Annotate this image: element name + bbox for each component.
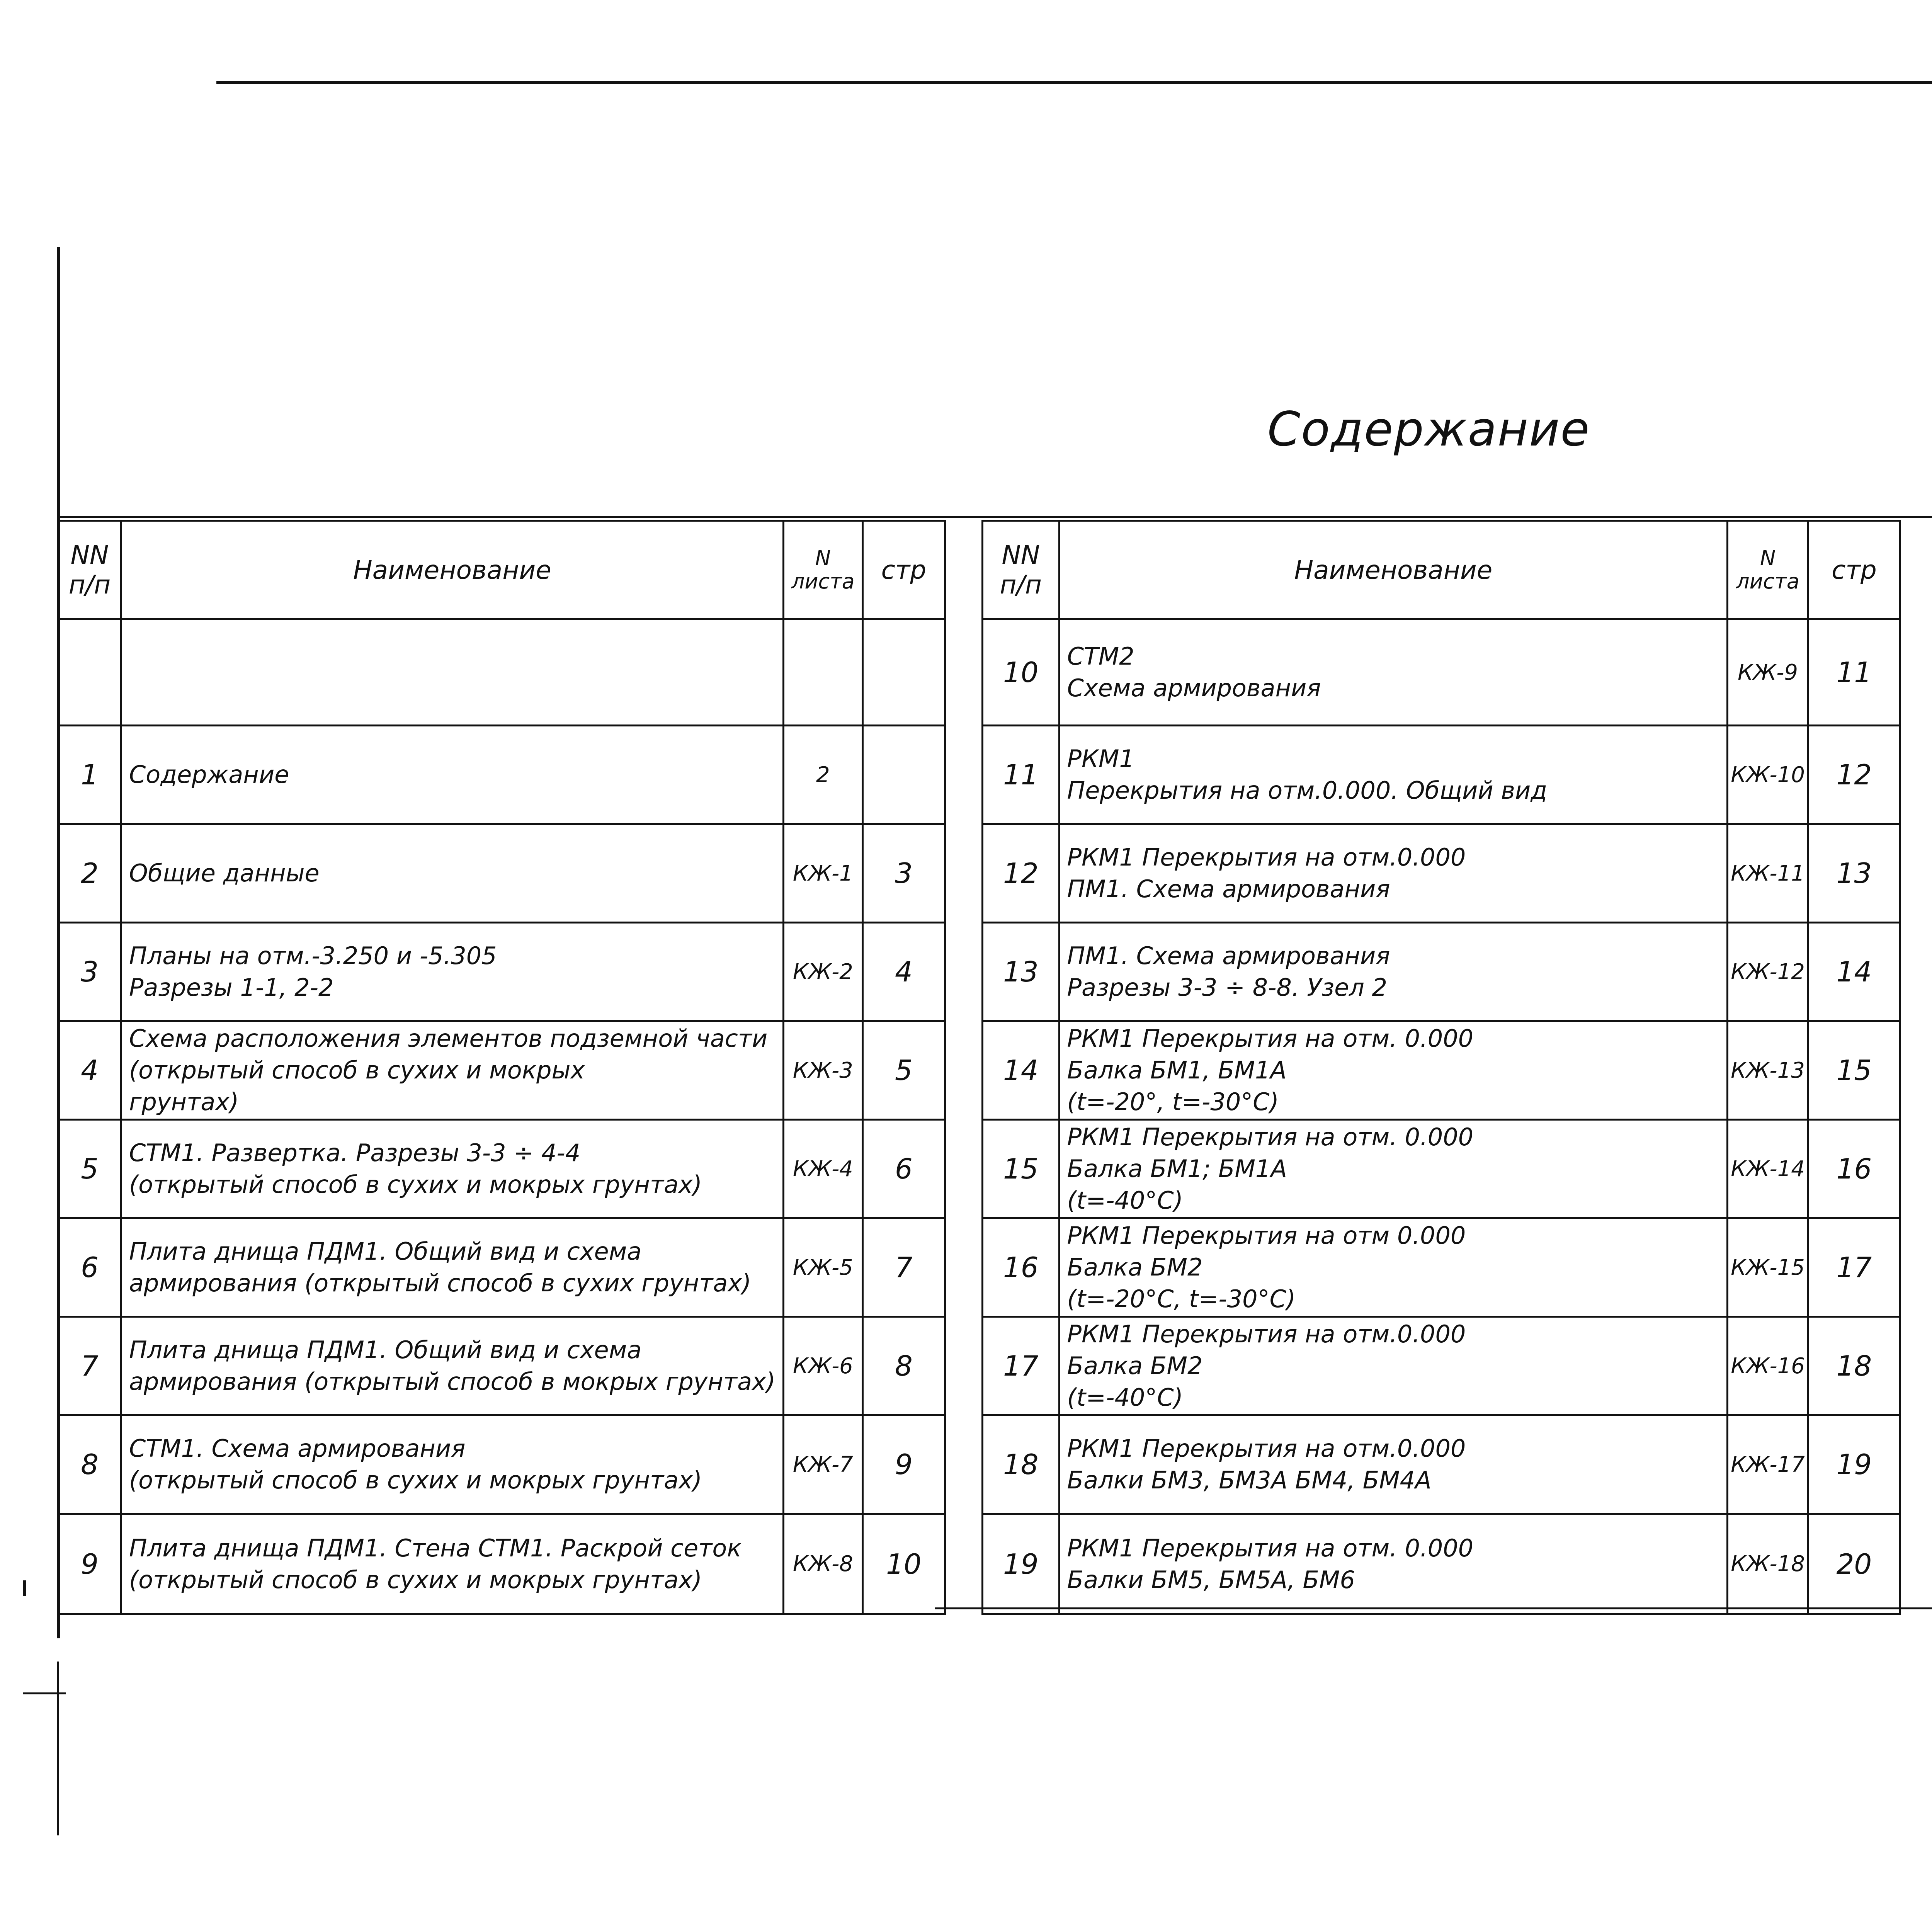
row-name-line: (t=-20°, t=-30°С) xyxy=(1067,1088,1279,1116)
row-name-line: (t=-40°С) xyxy=(1067,1186,1183,1214)
row-number xyxy=(58,619,121,726)
row-name-line: РКМ1 Перекрытия на отм 0.000 xyxy=(1067,1221,1466,1250)
row-name xyxy=(1059,619,1728,726)
table-row xyxy=(58,1514,945,1614)
row-sheet: КЖ-16 xyxy=(1728,1317,1808,1415)
row-number: 15 xyxy=(983,1120,1060,1218)
table-row xyxy=(58,619,945,726)
row-sheet: КЖ-15 xyxy=(1728,1218,1808,1317)
row-name xyxy=(121,923,783,1021)
row-page xyxy=(862,619,945,726)
frame-horizontal-line xyxy=(57,516,1932,518)
row-name-line: армирования (открытый способ в сухих грунтах) xyxy=(129,1269,752,1297)
row-sheet: КЖ-18 xyxy=(1728,1514,1808,1614)
row-number: 2 xyxy=(58,824,121,923)
row-number: 17 xyxy=(983,1317,1060,1415)
row-page: 14 xyxy=(1808,923,1900,1021)
row-page: 9 xyxy=(862,1415,945,1514)
row-page: 3 xyxy=(862,824,945,923)
row-sheet: КЖ-17 xyxy=(1728,1415,1808,1514)
row-name-line: РКМ1 Перекрытия на отм. 0.000 xyxy=(1067,1534,1474,1562)
row-page: 18 xyxy=(1808,1317,1900,1415)
table-row xyxy=(58,1021,945,1120)
row-name-line: (t=-20°С, t=-30°С) xyxy=(1067,1285,1296,1313)
row-page xyxy=(862,726,945,824)
table-row xyxy=(983,1120,1900,1218)
row-sheet: КЖ-6 xyxy=(783,1317,862,1415)
row-number: 7 xyxy=(58,1317,121,1415)
row-page: 13 xyxy=(1808,824,1900,923)
table-row xyxy=(983,923,1900,1021)
header-name: Наименование xyxy=(121,521,783,619)
row-name xyxy=(121,619,783,726)
row-sheet: 2 xyxy=(783,726,862,824)
row-number: 9 xyxy=(58,1514,121,1614)
row-number: 4 xyxy=(58,1021,121,1120)
row-name-line: Балка БМ2 xyxy=(1067,1253,1203,1281)
row-name xyxy=(1059,1120,1728,1218)
row-name-line: грунтах) xyxy=(129,1088,239,1116)
row-name-line: Балка БМ2 xyxy=(1067,1352,1203,1380)
row-page: 16 xyxy=(1808,1120,1900,1218)
row-name-line: Перекрытия на отм.0.000. Общий вид xyxy=(1067,776,1548,804)
table-row xyxy=(983,1317,1900,1415)
frame-left-line-lower xyxy=(57,1662,59,1835)
row-sheet: КЖ-9 xyxy=(1728,619,1808,726)
row-page: 10 xyxy=(862,1514,945,1614)
row-page: 6 xyxy=(862,1120,945,1218)
row-name xyxy=(1059,1021,1728,1120)
row-page: 7 xyxy=(862,1218,945,1317)
row-name xyxy=(1059,1415,1728,1514)
row-sheet: КЖ-5 xyxy=(783,1218,862,1317)
row-name-line: армирования (открытый способ в мокрых грунтах) xyxy=(129,1367,776,1396)
contents-table-1 xyxy=(57,520,946,1615)
row-page: 12 xyxy=(1808,726,1900,824)
row-name xyxy=(1059,726,1728,824)
row-number: 5 xyxy=(58,1120,121,1218)
row-name xyxy=(121,726,783,824)
row-page: 8 xyxy=(862,1317,945,1415)
row-name xyxy=(1059,923,1728,1021)
row-page: 20 xyxy=(1808,1514,1900,1614)
header-name: Наименование xyxy=(1059,521,1728,619)
table-header-row xyxy=(983,521,1900,619)
row-name xyxy=(121,1514,783,1614)
row-sheet: КЖ-7 xyxy=(783,1415,862,1514)
row-page: 11 xyxy=(1808,619,1900,726)
row-number: 3 xyxy=(58,923,121,1021)
row-name-line: Балки БМ5, БМ5А, БМ6 xyxy=(1067,1565,1355,1594)
table-row xyxy=(983,1021,1900,1120)
table-row xyxy=(983,1218,1900,1317)
row-name-line: Содержание xyxy=(129,760,289,789)
table-row xyxy=(983,726,1900,824)
row-name-line: Разрезы 1-1, 2-2 xyxy=(129,973,334,1002)
frame-top-line xyxy=(216,81,1932,84)
row-name xyxy=(1059,1218,1728,1317)
table-row xyxy=(983,1514,1900,1614)
table-row xyxy=(983,619,1900,726)
row-name-line: Схема расположения элементов подземной части xyxy=(129,1024,768,1053)
row-sheet: КЖ-8 xyxy=(783,1514,862,1614)
row-number: 16 xyxy=(983,1218,1060,1317)
row-name-line: Плита днища ПДМ1. Общий вид и схема xyxy=(129,1336,642,1364)
row-name xyxy=(121,1021,783,1120)
row-name-line: СТМ1. Развертка. Разрезы 3-3 ÷ 4-4 xyxy=(129,1139,581,1167)
row-name-line: РКМ1 Перекрытия на отм.0.000 xyxy=(1067,843,1466,871)
table-body xyxy=(983,619,1900,1614)
row-name-line: ПМ1. Схема армирования xyxy=(1067,875,1390,903)
row-name-line: ПМ1. Схема армирования xyxy=(1067,942,1390,970)
row-name-line: РКМ1 xyxy=(1067,745,1134,773)
row-sheet: КЖ-1 xyxy=(783,824,862,923)
row-page: 15 xyxy=(1808,1021,1900,1120)
table-row xyxy=(58,726,945,824)
row-name-line: (открытый способ в сухих и мокрых грунтах) xyxy=(129,1466,702,1494)
header-sheet: N листа xyxy=(783,521,862,619)
row-name-line: Балка БМ1; БМ1А xyxy=(1067,1155,1287,1183)
row-page: 5 xyxy=(862,1021,945,1120)
row-name-line: (открытый способ в сухих и мокрых грунтах) xyxy=(129,1565,702,1594)
page-title: Содержание xyxy=(1267,402,1590,457)
row-name-line: СТМ2 xyxy=(1067,642,1134,670)
row-name-line: (открытый способ в сухих и мокрых xyxy=(129,1056,585,1084)
row-number: 13 xyxy=(983,923,1060,1021)
row-name xyxy=(121,1415,783,1514)
row-sheet: КЖ-2 xyxy=(783,923,862,1021)
row-name-line: Общие данные xyxy=(129,859,320,887)
row-sheet: КЖ-13 xyxy=(1728,1021,1808,1120)
table-row xyxy=(983,824,1900,923)
header-num: NN п/п xyxy=(983,521,1060,619)
row-name xyxy=(1059,1317,1728,1415)
row-sheet: КЖ-4 xyxy=(783,1120,862,1218)
row-number: 19 xyxy=(983,1514,1060,1614)
row-sheet xyxy=(783,619,862,726)
row-name-line: РКМ1 Перекрытия на отм.0.000 xyxy=(1067,1434,1466,1463)
row-number: 14 xyxy=(983,1021,1060,1120)
row-sheet: КЖ-14 xyxy=(1728,1120,1808,1218)
table-row xyxy=(58,923,945,1021)
row-number: 1 xyxy=(58,726,121,824)
header-page: стр xyxy=(862,521,945,619)
row-name xyxy=(1059,1514,1728,1614)
header-page: стр xyxy=(1808,521,1900,619)
table-row xyxy=(58,1415,945,1514)
row-page: 19 xyxy=(1808,1415,1900,1514)
row-name xyxy=(1059,824,1728,923)
row-name-line: СТМ1. Схема армирования xyxy=(129,1434,466,1463)
row-sheet: КЖ-3 xyxy=(783,1021,862,1120)
row-number: 10 xyxy=(983,619,1060,726)
row-number: 6 xyxy=(58,1218,121,1317)
row-name-line: Схема армирования xyxy=(1067,674,1321,702)
table-row xyxy=(58,1120,945,1218)
row-name-line: (открытый способ в сухих и мокрых грунтах) xyxy=(129,1170,702,1199)
frame-left-stub xyxy=(23,1692,66,1694)
table-row xyxy=(983,1415,1900,1514)
row-name-line: РКМ1 Перекрытия на отм.0.000 xyxy=(1067,1320,1466,1348)
row-name xyxy=(121,824,783,923)
frame-left-mark xyxy=(23,1580,26,1596)
contents-table-2 xyxy=(981,520,1901,1615)
row-name-line: Плита днища ПДМ1. Общий вид и схема xyxy=(129,1237,642,1265)
row-name-line: Планы на отм.-3.250 и -5.305 xyxy=(129,942,497,970)
row-sheet: КЖ-11 xyxy=(1728,824,1808,923)
row-number: 18 xyxy=(983,1415,1060,1514)
row-name xyxy=(121,1120,783,1218)
row-page: 17 xyxy=(1808,1218,1900,1317)
row-number: 12 xyxy=(983,824,1060,923)
row-name-line: Разрезы 3-3 ÷ 8-8. Узел 2 xyxy=(1067,973,1388,1002)
table-body xyxy=(58,619,945,1614)
row-name xyxy=(121,1218,783,1317)
row-name-line: Балка БМ1, БМ1А xyxy=(1067,1056,1287,1084)
row-name-line: РКМ1 Перекрытия на отм. 0.000 xyxy=(1067,1024,1474,1053)
row-name xyxy=(121,1317,783,1415)
table-row xyxy=(58,1317,945,1415)
header-num: NN п/п xyxy=(58,521,121,619)
row-name-line: (t=-40°С) xyxy=(1067,1383,1183,1412)
row-page: 4 xyxy=(862,923,945,1021)
row-sheet: КЖ-10 xyxy=(1728,726,1808,824)
row-number: 8 xyxy=(58,1415,121,1514)
row-name-line: РКМ1 Перекрытия на отм. 0.000 xyxy=(1067,1123,1474,1151)
table-header-row xyxy=(58,521,945,619)
row-name-line: Балки БМ3, БМ3А БМ4, БМ4А xyxy=(1067,1466,1432,1494)
row-number: 11 xyxy=(983,726,1060,824)
table-row xyxy=(58,824,945,923)
table-row xyxy=(58,1218,945,1317)
header-sheet: N листа xyxy=(1728,521,1808,619)
row-name-line: Плита днища ПДМ1. Стена СТМ1. Раскрой сеток xyxy=(129,1534,742,1562)
row-sheet: КЖ-12 xyxy=(1728,923,1808,1021)
